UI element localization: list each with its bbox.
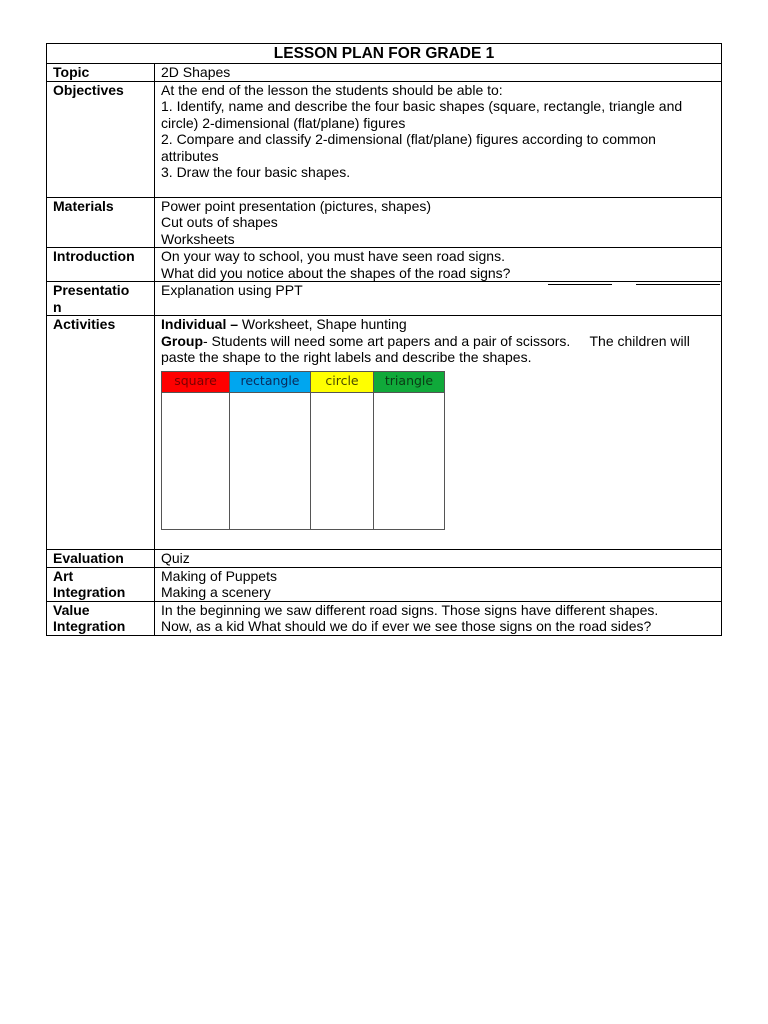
objectives-label: Objectives	[47, 81, 155, 197]
value-line: In the beginning we saw different road signs. Those signs have different shapes.	[161, 601, 659, 618]
shape-drop-rectangle	[230, 392, 311, 529]
materials-label: Materials	[47, 197, 155, 248]
shape-drop-circle	[311, 392, 374, 529]
blank-line	[548, 284, 612, 285]
page-title: LESSON PLAN FOR GRADE 1	[47, 44, 722, 64]
presentation-value: Explanation using PPT	[155, 282, 722, 316]
objectives-line: 1. Identify, name and describe the four basic shapes (square, rectangle, triangle and circle) 2-dimensional (flat/plane) figures	[161, 98, 683, 131]
art-integration-value	[155, 567, 722, 601]
group-activity	[161, 333, 715, 366]
group-label: Group	[161, 332, 203, 349]
value-integration-label	[47, 601, 155, 635]
materials-line: Power point presentation (pictures, shapes)	[161, 197, 432, 214]
blank-line	[636, 284, 720, 285]
shape-sorting-table	[161, 371, 445, 530]
objectives-line: 3. Draw the four basic shapes.	[161, 164, 351, 180]
value-line: Now, as a kid What should we do if ever we see those signs on the road sides?	[161, 618, 652, 634]
materials-line: Cut outs of shapes	[161, 214, 278, 230]
activities-value	[155, 316, 722, 550]
objectives-line: At the end of the lesson the students should be able to:	[161, 81, 503, 98]
objectives-line: 2. Compare and classify 2-dimensional (flat/plane) figures according to common attributes	[161, 131, 656, 164]
value-integration-value	[155, 601, 722, 635]
art-line: Making a scenery	[161, 584, 271, 600]
shape-header-square: square	[162, 371, 230, 392]
evaluation-value: Quiz	[155, 550, 722, 568]
introduction-label: Introduction	[47, 248, 155, 282]
evaluation-label: Evaluation	[47, 550, 155, 568]
shape-header-triangle: triangle	[374, 371, 445, 392]
individual-text: Worksheet, Shape hunting	[238, 316, 407, 332]
introduction-value	[155, 248, 722, 282]
shape-drop-square	[162, 392, 230, 529]
art-label-line1: Art	[53, 567, 74, 584]
shape-drop-triangle	[374, 392, 445, 529]
topic-label: Topic	[47, 64, 155, 82]
presentation-label-line2: n	[53, 298, 62, 315]
introduction-line: What did you notice about the shapes of the road signs?	[161, 264, 511, 281]
lesson-plan-table	[46, 43, 722, 636]
objectives-value	[155, 81, 722, 197]
art-line: Making of Puppets	[161, 567, 277, 584]
topic-value: 2D Shapes	[155, 64, 722, 82]
materials-line: Worksheets	[161, 230, 235, 247]
introduction-line: On your way to school, you must have seen road signs.	[161, 248, 505, 264]
presentation-label	[47, 282, 155, 316]
value-label-line2: Integration	[53, 618, 126, 634]
activities-label: Activities	[47, 316, 155, 550]
materials-value	[155, 197, 722, 248]
presentation-label-line1: Presentatio	[53, 282, 130, 298]
art-label-line2: Integration	[53, 584, 126, 600]
shape-header-rectangle: rectangle	[230, 371, 311, 392]
individual-activity	[161, 316, 715, 333]
group-text: - Students will need some art papers and a pair of scissors. The children will paste the shape to the right labels and describe the shapes.	[161, 332, 694, 365]
value-label-line1: Value	[53, 601, 90, 618]
shape-header-circle: circle	[311, 371, 374, 392]
individual-label: Individual –	[161, 316, 239, 332]
art-integration-label	[47, 567, 155, 601]
